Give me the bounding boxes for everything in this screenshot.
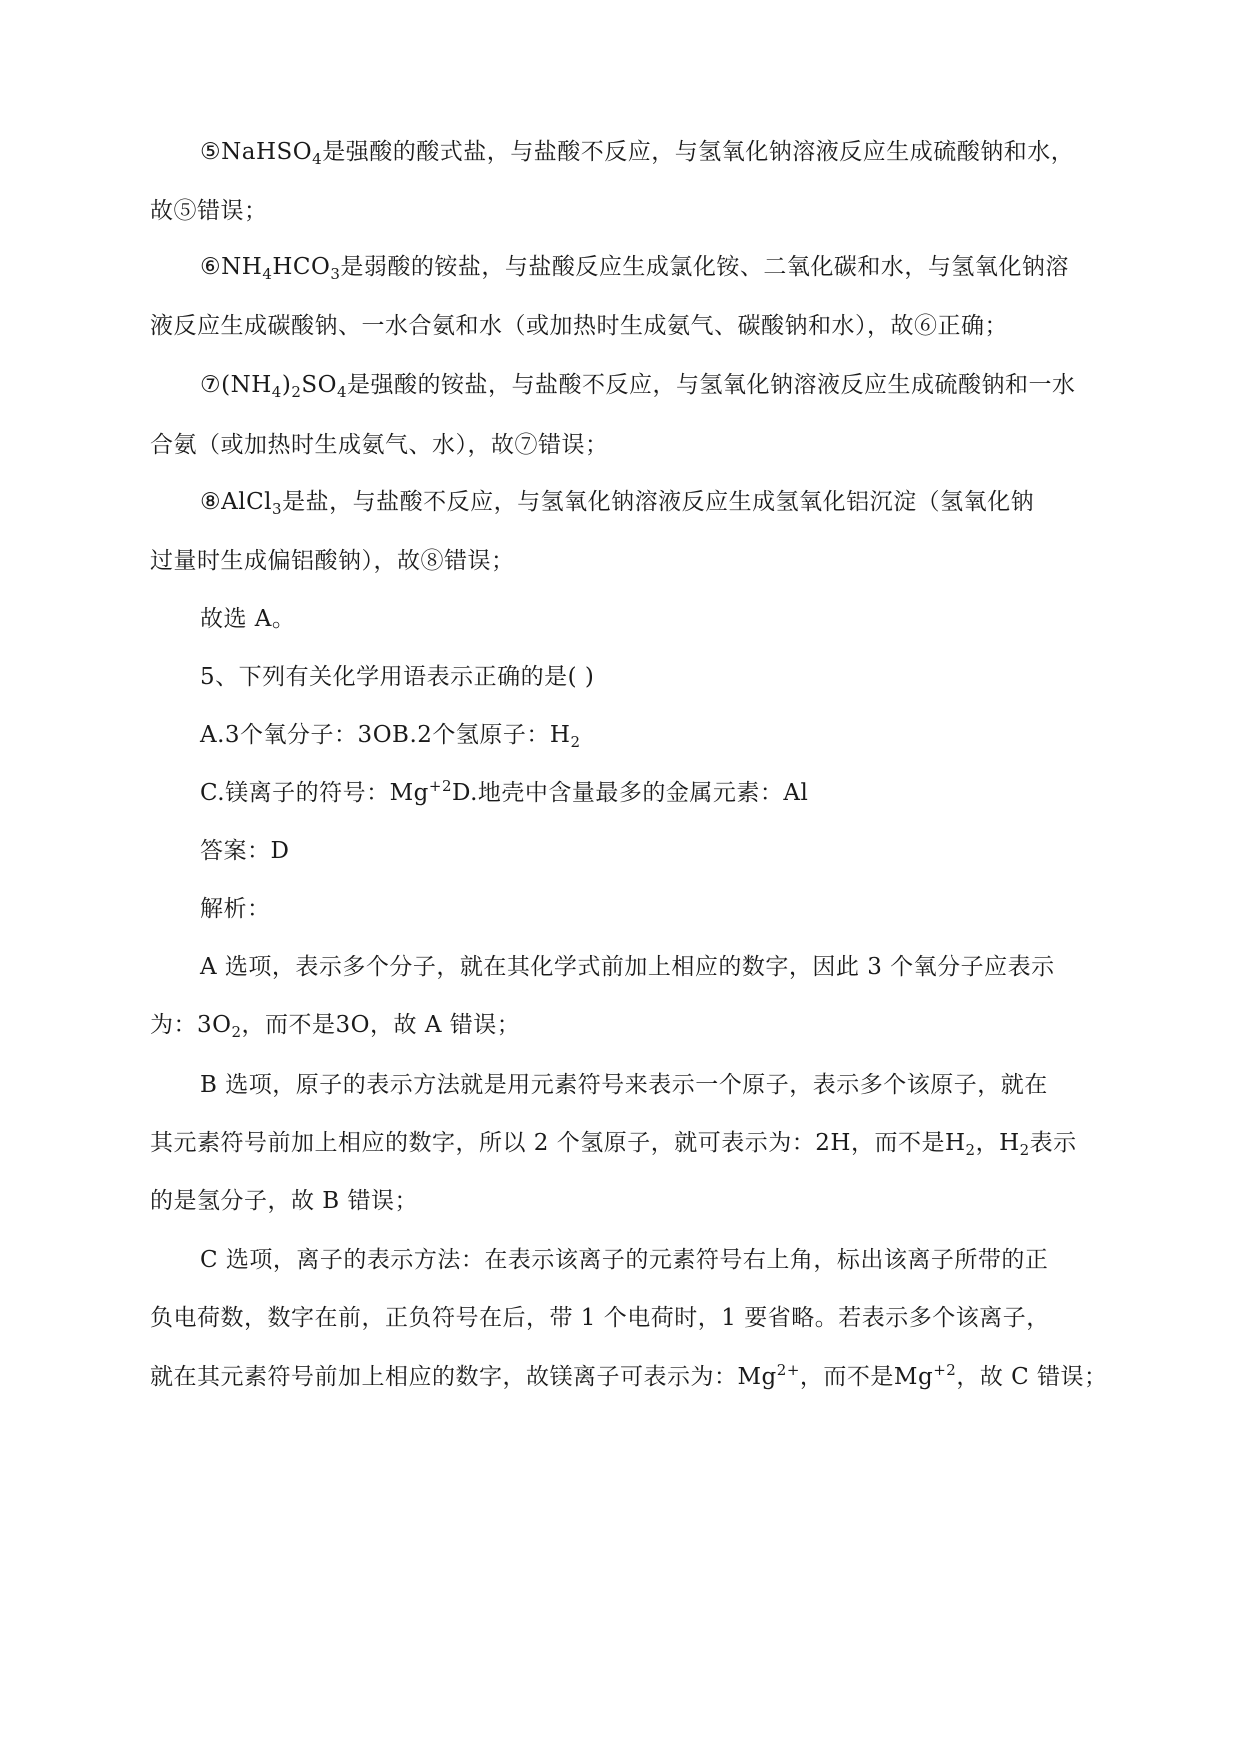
text-run: C.镁离子的符号：Mg: [200, 780, 429, 806]
text-line: [200, 894, 271, 924]
text-line: [150, 430, 609, 460]
text-line: [200, 662, 594, 692]
subscript: 4: [336, 383, 348, 401]
superscript: 2+: [776, 1361, 800, 1379]
text-line: [150, 1128, 1077, 1158]
text-line: [200, 1070, 1048, 1100]
text-line: [200, 1245, 1048, 1275]
text-line: [150, 546, 515, 576]
text-line: [200, 137, 1074, 167]
subscript: 4: [271, 383, 282, 401]
subscript: 2: [965, 1141, 976, 1159]
text-run: 故⑤错误；: [150, 198, 268, 224]
text-line: [150, 196, 268, 226]
text-run: 为：3O: [150, 1012, 232, 1038]
subscript: 2: [1019, 1141, 1030, 1159]
text-line: [150, 1303, 1050, 1333]
text-run: 是强酸的酸式盐，与盐酸不反应，与氢氧化钠溶液反应生成硫酸钠和水，: [322, 139, 1075, 165]
text-line: [200, 252, 1069, 282]
subscript: 4: [262, 265, 273, 283]
text-run: 是强酸的铵盐，与盐酸不反应，与氢氧化钠溶液反应生成硫酸钠和一水: [347, 372, 1076, 398]
subscript: 3: [272, 500, 283, 518]
text-run: C 选项，离子的表示方法：在表示该离子的元素符号右上角，标出该离子所带的正: [200, 1247, 1049, 1273]
subscript: 2: [570, 733, 581, 751]
text-line: [150, 1010, 520, 1040]
text-run: ，H: [975, 1130, 1020, 1156]
text-run: ，故 C 错误；: [956, 1364, 1108, 1390]
text-run: D.地壳中含量最多的金属元素：Al: [452, 780, 809, 806]
text-run: ⑦(NH: [200, 372, 272, 398]
text-line: [200, 487, 1034, 517]
text-run: 故选 A。: [200, 606, 296, 632]
text-run: 是弱酸的铵盐，与盐酸反应生成氯化铵、二氧化碳和水，与氢氧化钠溶: [340, 254, 1069, 280]
text-run: ，而不是3O，故 A 错误；: [241, 1012, 521, 1038]
text-line: [150, 1362, 1108, 1392]
text-run: 液反应生成碳酸钠、一水合氨和水（或加热时生成氨气、碳酸钠和水），故⑥正确；: [150, 313, 1008, 339]
text-run: 合氨（或加热时生成氨气、水），故⑦错误；: [150, 432, 609, 458]
text-run: A.3个氧分子：3OB.2个氢原子：H: [200, 722, 571, 748]
text-run: A 选项，表示多个分子，就在其化学式前加上相应的数字，因此 3 个氧分子应表示: [200, 954, 1055, 980]
subscript: 2: [231, 1023, 242, 1041]
text-line: [200, 778, 808, 808]
text-run: 其元素符号前加上相应的数字，所以 2 个氢原子，就可表示为：2H，而不是H: [150, 1130, 966, 1156]
text-run: 过量时生成偏铝酸钠），故⑧错误；: [150, 548, 515, 574]
text-line: [200, 720, 581, 750]
text-run: ⑤NaHSO: [200, 139, 313, 165]
superscript: +2: [428, 777, 452, 795]
text-run: 答案：D: [200, 838, 290, 864]
subscript: 3: [330, 265, 341, 283]
text-run: 解析：: [200, 896, 271, 922]
text-run: ⑧AlCl: [200, 489, 273, 515]
text-line: [200, 952, 1055, 982]
text-line: [200, 604, 295, 634]
text-run: SO: [301, 372, 337, 398]
subscript: 2: [291, 383, 302, 401]
text-run: ⑥NH: [200, 254, 263, 280]
text-run: 是盐，与盐酸不反应，与氢氧化钠溶液反应生成氢氧化铝沉淀（氢氧化钠: [282, 489, 1035, 515]
text-run: ): [281, 372, 292, 398]
superscript: +2: [933, 1361, 957, 1379]
text-run: 就在其元素符号前加上相应的数字，故镁离子可表示为：Mg: [150, 1364, 777, 1390]
text-run: 负电荷数，数字在前，正负符号在后，带 1 个电荷时，1 要省略。若表示多个该离子，: [150, 1305, 1050, 1331]
text-run: HCO: [272, 254, 331, 280]
text-line: [150, 1186, 418, 1216]
text-line: [200, 836, 289, 866]
text-run: ，而不是Mg: [799, 1364, 934, 1390]
text-run: B 选项，原子的表示方法就是用元素符号来表示一个原子，表示多个该原子，就在: [200, 1072, 1048, 1098]
text-line: [150, 311, 1008, 341]
subscript: 4: [312, 150, 323, 168]
text-run: 表示: [1029, 1130, 1077, 1156]
text-run: 5、下列有关化学用语表示正确的是( ): [200, 664, 595, 690]
text-run: 的是氢分子，故 B 错误；: [150, 1188, 419, 1214]
text-line: [200, 370, 1076, 400]
